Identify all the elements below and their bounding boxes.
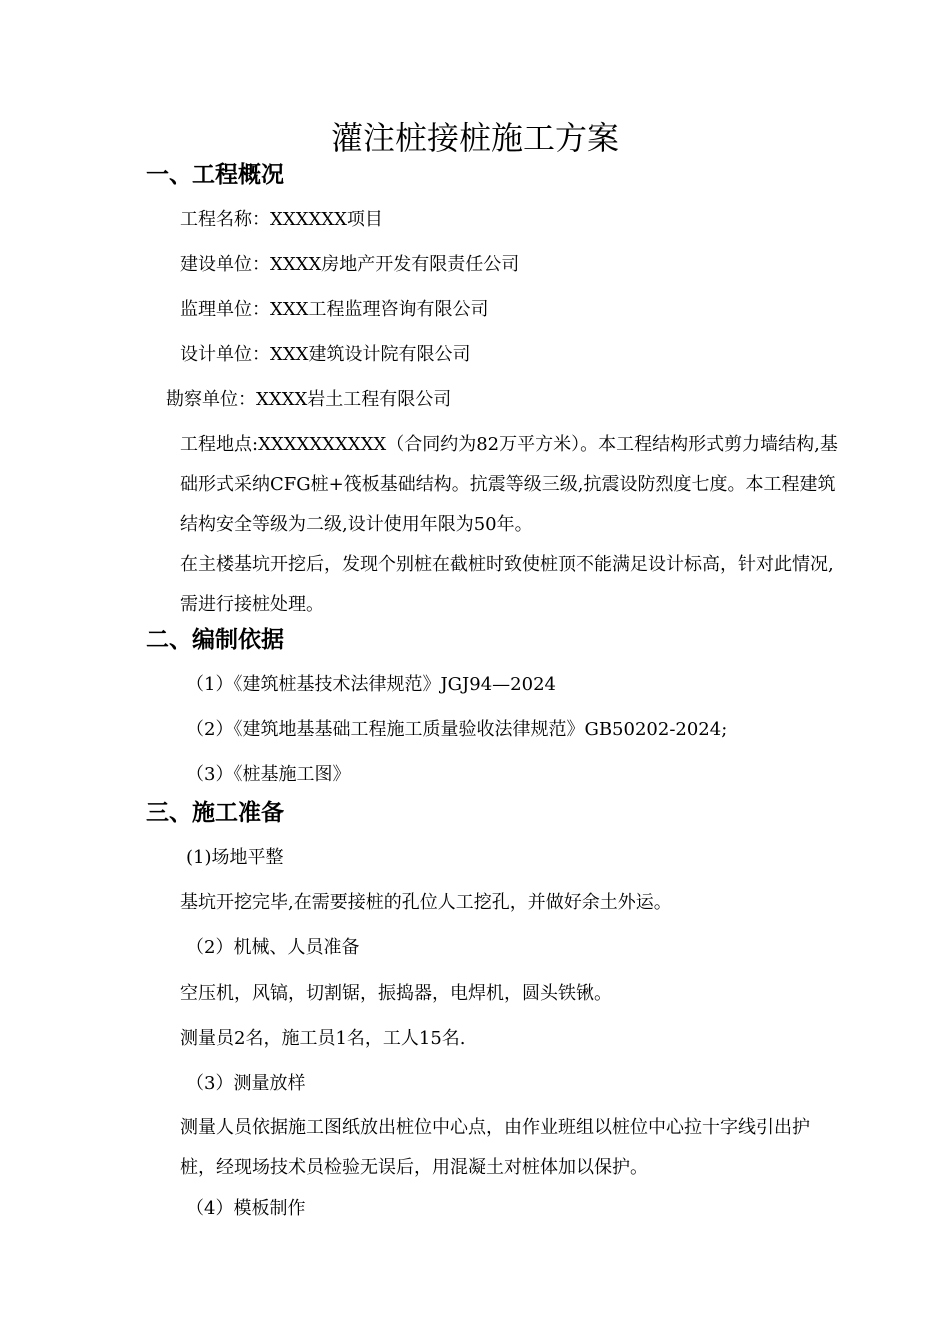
formwork-title: （4）模板制作 [186,1198,306,1219]
section-heading-basis: 二、编制依据 [146,626,284,653]
designer-unit: 设计单位：XXX建筑设计院有限公司 [180,344,471,365]
location-paragraph: 工程地点:XXXXXXXXXX（合同约为82万平方米）。本工程结构形式剪力墙结构,基础形式采纳CFG桩+筏板基础结构。抗震等级三级,抗震设防烈度七度。本工程建筑结构安全等级为二级,设计使用年限为50年。 [180,434,838,535]
staff-count-text: 测量员2名，施工员1名，工人15名. [180,1028,466,1049]
builder-unit: 建设单位：XXXX房地产开发有限责任公司 [180,254,520,275]
machine-list-text: 空压机，风镐，切割锯，振捣器，电焊机，圆头铁锹。 [180,983,612,1004]
survey-paragraph: 测量人员依据施工图纸放出桩位中心点，由作业班组以桩位中心拉十字线引出护桩，经现场技术员检验无误后，用混凝土对桩体加以保护。 [180,1117,810,1178]
supervisor-unit: 监理单位：XXX工程监理咨询有限公司 [180,299,489,320]
project-name: 工程名称：XXXXXX项目 [180,209,383,230]
machine-staff-title: （2）机械、人员准备 [186,937,360,958]
section-heading-overview: 一、工程概况 [146,161,284,188]
basis-item: （3）《桩基施工图》 [186,764,351,785]
survey-title: （3）测量放样 [186,1073,306,1094]
site-leveling-title: (1)场地平整 [186,847,284,868]
surveyor-unit: 勘察单位：XXXX岩土工程有限公司 [166,389,452,410]
section-heading-preparation: 三、施工准备 [146,799,284,826]
issue-paragraph: 在主楼基坑开挖后，发现个别桩在截桩时致使桩顶不能满足设计标高，针对此情况,需进行接桩处理。 [180,554,834,615]
document-title: 灌注桩接桩施工方案 [330,119,619,157]
basis-item: （1）《建筑桩基技术法律规范》JGJ94—2024 [186,674,556,695]
site-leveling-text: 基坑开挖完毕,在需要接桩的孔位人工挖孔，并做好余土外运。 [180,892,672,913]
basis-item: （2）《建筑地基基础工程施工质量验收法律规范》GB50202-2024; [186,719,728,740]
